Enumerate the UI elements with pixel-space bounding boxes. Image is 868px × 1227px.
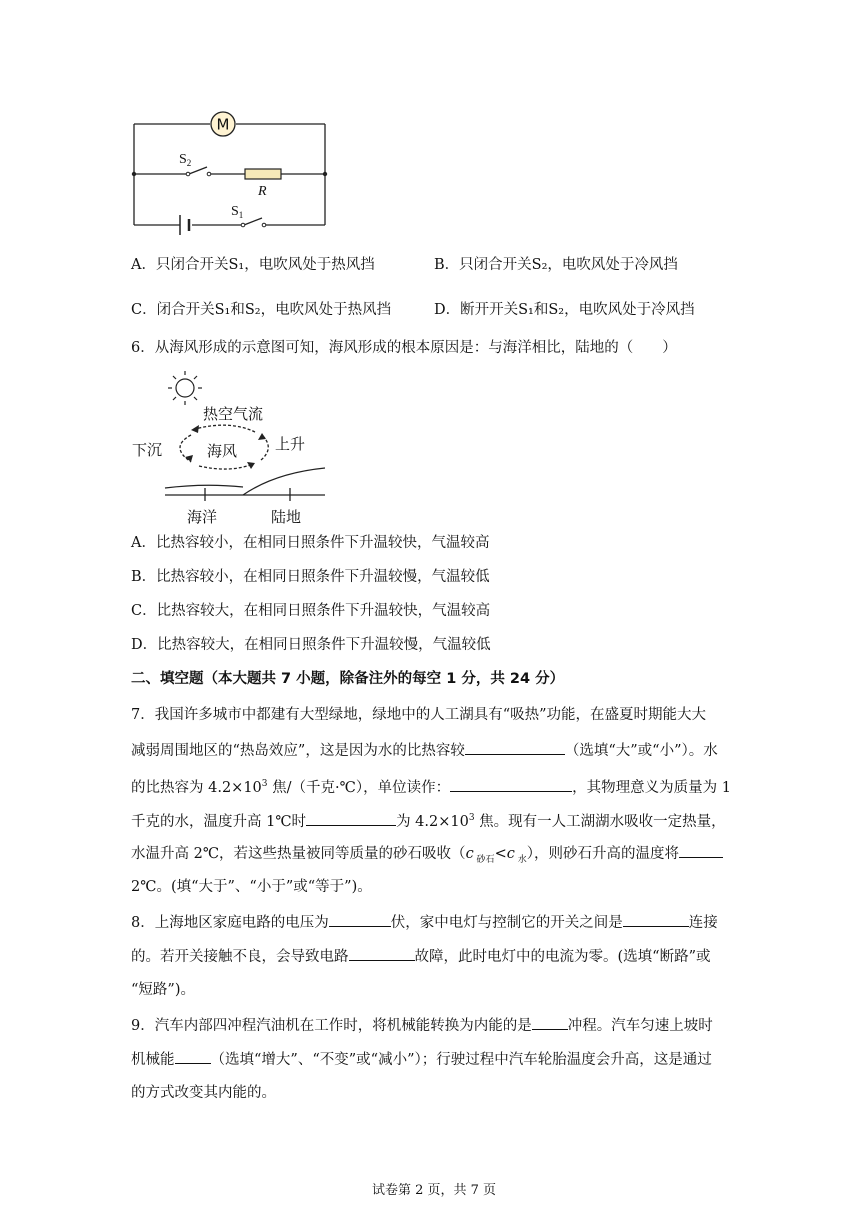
q9-line-1: 9．汽车内部四冲程汽油机在工作时，将机械能转换为内能的是 冲程。汽车匀速上坡时 <box>131 1015 713 1036</box>
q7-blank-4[interactable] <box>679 843 723 858</box>
q9-line-2: 机械能 （选填“增大”、“不变”或“减小”）；行驶过程中汽车轮胎温度会升高，这是通过 <box>131 1049 712 1070</box>
circuit-diagram <box>125 105 340 235</box>
q7-blank-3[interactable] <box>306 811 396 826</box>
q5-option-c: C．闭合开关S₁和S₂，电吹风处于热风挡 <box>131 302 392 318</box>
q9-blank-1[interactable] <box>532 1015 568 1030</box>
resistor-r <box>245 169 281 179</box>
ocean-label: 海洋 <box>187 508 218 526</box>
q6-option-a: A．比热容较小，在相同日照条件下升温较快，气温较高 <box>131 535 490 551</box>
q7-blank-1[interactable] <box>465 740 565 755</box>
resistor-label: R <box>258 184 267 199</box>
q8-blank-2[interactable] <box>623 912 689 927</box>
q5-option-b: B．只闭合开关S₂，电吹风处于冷风挡 <box>434 257 678 273</box>
q8-line-3: “短路”)。 <box>131 982 195 998</box>
q8-blank-1[interactable] <box>329 912 391 927</box>
sink-label: 下沉 <box>132 441 163 459</box>
q6-stem: 6．从海风形成的示意图可知，海风形成的根本原因是：与海洋相比，陆地的（ ） <box>131 340 677 356</box>
q7-line-4: 千克的水，温度升高 1℃时 为 $4.2\times 10^3$ 焦。现有一人工湖湖水吸收一定热量， <box>131 808 726 832</box>
q6-option-b: B．比热容较小，在相同日照条件下升温较慢，气温较低 <box>131 569 490 585</box>
q6-option-d: D．比热容较大，在相同日照条件下升温较慢，气温较低 <box>131 637 491 653</box>
page-footer: 试卷第 2 页，共 7 页 <box>371 1183 497 1198</box>
land-label: 陆地 <box>271 508 302 526</box>
q9-blank-2[interactable] <box>175 1049 211 1064</box>
q7-blank-2[interactable] <box>450 777 572 792</box>
q7-line-2: 减弱周围地区的“热岛效应”，这是因为水的比热容较 （选填“大”或“小”）。水 <box>131 740 718 761</box>
q7-line-1: 7．我国许多城市中都建有大型绿地，绿地中的人工湖具有“吸热”功能，在盛夏时期能大大 <box>131 707 707 723</box>
sea-breeze-label: 海风 <box>207 442 238 460</box>
q7-line-5: 水温升高 2℃，若这些热量被同等质量的砂石吸收（c $_{砂石}$<c $_水$），则砂石升高的温度将 <box>131 843 723 870</box>
rise-label: 上升 <box>275 435 306 453</box>
section-2-title: 二、填空题（本大题共 7 小题，除备注外的每空 1 分，共 24 分） <box>131 671 565 687</box>
q8-line-1: 8．上海地区家庭电路的电压为 伏，家中电灯与控制它的开关之间是 连接 <box>131 912 718 933</box>
q9-line-3: 的方式改变其内能的。 <box>131 1085 276 1101</box>
q6-option-c: C．比热容较大，在相同日照条件下升温较快，气温较高 <box>131 603 491 619</box>
sun-icon <box>168 371 202 405</box>
motor-label: M <box>216 115 230 134</box>
q8-blank-3[interactable] <box>349 946 415 961</box>
q5-option-a: A．只闭合开关S₁，电吹风处于热风挡 <box>131 257 375 273</box>
q7-line-6: 2℃。(填“大于”、“小于”或“等于”)。 <box>131 879 372 895</box>
q5-option-d: D．断开开关S₁和S₂，电吹风处于冷风挡 <box>434 302 695 318</box>
hot-air-label: 热空气流 <box>203 405 264 423</box>
q8-line-2: 的。若开关接触不良，会导致电路 故障，此时电灯中的电流为零。(选填“断路”或 <box>131 946 710 967</box>
sea-breeze-diagram <box>125 365 340 530</box>
switch-s2-label: $S_2$ <box>179 152 192 168</box>
q7-line-3: 的比热容为 $4.2\times 10^3$ 焦/（千克·℃），单位读作： ，其物理意义为质量为 1 <box>131 774 731 798</box>
switch-s1-label: $S_1$ <box>231 204 244 220</box>
